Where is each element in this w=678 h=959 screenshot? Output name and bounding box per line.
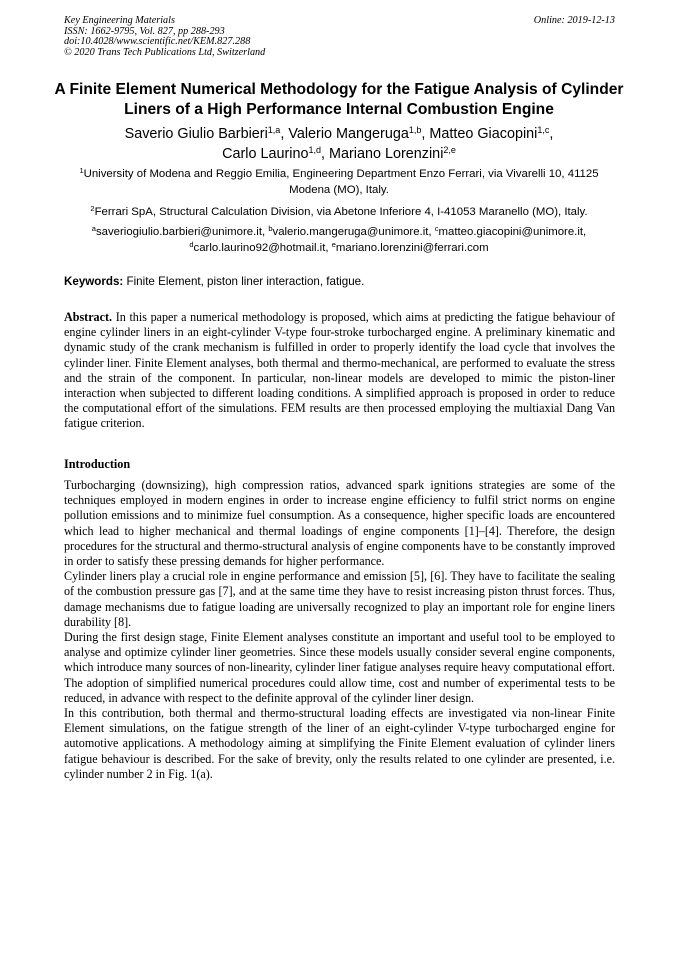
author-name: Mariano Lorenzini [329, 146, 444, 162]
email-separator: , [325, 242, 332, 254]
author-name: Saverio Giulio Barbieri [124, 126, 268, 142]
email-address[interactable]: carlo.laurino92@hotmail.it [193, 242, 326, 254]
abstract-text: In this paper a numerical methodology is proposed, which aims at predicting the fatigue behaviour of engine cylinder liners in an eight-cylinder V-type four-stroke turbocharged engine. A preliminary kinematic and dynamic study of the crank mechanism is fulfilled in order to properly identify the load cycle that involves the cylinder liner. Finite Element analyses, both thermal and thermo-mechanical, are performed to evaluate the stress and the strain of the component. In particular, non-linear models are developed to mimic the piston-liner interaction when subjected to different loading conditions. A simplified approach is proposed in order to reduce the computational effort of the simulations. FEM results are then processed employing the multiaxial Dang Van fatigue criterion. [64, 310, 615, 431]
paragraph: Cylinder liners play a crucial role in engine performance and emission [5], [6]. They have to facilitate the sealing of the combustion pressure gas [7], and at the same time they have to resist increasing piston thrust forces. Thus, damage mechanisms due to fatigue loading are universally recognized to play an important role for engine liners durability [8]. [64, 569, 615, 629]
author-name: Valerio Mangeruga [288, 126, 409, 142]
issn-line: ISSN: 1662-9795, Vol. 827, pp 288-293 [64, 25, 225, 37]
author-separator: , [549, 126, 554, 142]
author-name: Carlo Laurino [222, 146, 309, 162]
publication-info [64, 16, 615, 58]
email-address[interactable]: valerio.mangeruga@unimore.it [272, 226, 429, 238]
journal-header [64, 16, 615, 58]
author-affiliation-mark: 2,e [443, 145, 456, 155]
email-address[interactable]: matteo.giacopini@unimore.it [438, 226, 584, 238]
affiliation-2 [60, 204, 618, 220]
abstract [64, 310, 615, 432]
email-separator: , [583, 226, 587, 238]
paper-title: A Finite Element Numerical Methodology for the Fatigue Analysis of Cylinder Liners of a High Performance Internal Combustion Engine [54, 81, 624, 118]
email-address[interactable]: mariano.lorenzini@ferrari.com [335, 242, 489, 254]
email-separator: , [261, 226, 269, 238]
abstract-label: Abstract. [64, 310, 113, 324]
paragraph: In this contribution, both thermal and thermo-structural loading effects are investigated via non-linear Finite Element simulations, on the fatigue strength of the liner of an eight-cylinder V-type turbocharged engine for automotive applications. A methodology aiming at simplifying the Finite Element evaluation of cylinder liners fatigue behaviour is described. For the sake of brevity, only the results related to one cylinder are presented, i.e. cylinder number 2 in Fig. 1(a). [64, 706, 615, 781]
email-mark: d [189, 240, 194, 249]
author-affiliation-mark: 1,c [537, 125, 550, 135]
copyright-line: © 2020 Trans Tech Publications Ltd, Switzerland [64, 46, 266, 58]
author-name: Matteo Giacopini [429, 126, 538, 142]
author-separator: , [321, 146, 329, 162]
email-mark: b [268, 224, 273, 233]
author-affiliation-mark: 1,a [267, 125, 281, 135]
section-heading-introduction: Introduction [64, 457, 131, 471]
email-separator: , [428, 226, 435, 238]
affiliation-mark: 2 [90, 204, 95, 213]
author-affiliation-mark: 1,d [308, 145, 321, 155]
email-address[interactable]: saveriogiulio.barbieri@unimore.it [95, 226, 262, 238]
paragraph: Turbocharging (downsizing), high compression ratios, advanced spark ignitions strategies are some of the techniques employed in modern engines in order to increase engine efficiency to fulfil strict norms on engine pollution emissions and to minimize fuel consumption. As a consequence, higher specific loads are encountered which lead to higher mechanical and thermal loadings of engine components [1]–[4]. Therefore, the design procedures for the structural and thermo-structural analysis of engine components have to be constantly improved in order to satisfy these pressing demands for higher performance. [64, 478, 615, 569]
email-mark: a [91, 224, 96, 233]
journal-name: Key Engineering Materials [64, 15, 175, 26]
introduction-body [64, 478, 615, 782]
author-affiliation-mark: 1,b [408, 125, 422, 135]
author-list [40, 124, 638, 164]
email-list [60, 224, 618, 256]
email-mark: e [331, 240, 336, 249]
paragraph: During the first design stage, Finite Element analyses constitute an important and useful tool to be employed to analyse and optimize cylinder liner geometries. Since these models usually consider several engine components, which introduce many sources of non-linearity, cylinder liner fatigue analyses require heavy computational effort. The adoption of simplified numerical procedures could allow time, cost and number of experimental tests to be reduced, in advance with respect to the definite approval of the cylinder liner design. [64, 630, 615, 705]
author-separator: , [280, 126, 289, 142]
affiliation-text: Ferrari SpA, Structural Calculation Division, via Abetone Inferiore 4, I-41053 Maranello (MO), Italy. [94, 206, 588, 218]
affiliation-mark: 1 [79, 166, 84, 175]
keywords [64, 274, 615, 290]
keywords-label: Keywords: [64, 275, 124, 288]
keywords-text: Finite Element, piston liner interaction, fatigue. [126, 275, 365, 288]
affiliation-text: University of Modena and Reggio Emilia, Engineering Department Enzo Ferrari, via Vivarelli 10, 41125 Modena (MO), Italy. [83, 168, 599, 196]
author-separator: , [421, 126, 430, 142]
online-date: Online: 2019-12-13 [533, 15, 615, 26]
affiliation-1 [60, 166, 618, 198]
email-mark: c [434, 224, 439, 233]
doi-line: doi:10.4028/www.scientific.net/KEM.827.288 [64, 36, 251, 48]
